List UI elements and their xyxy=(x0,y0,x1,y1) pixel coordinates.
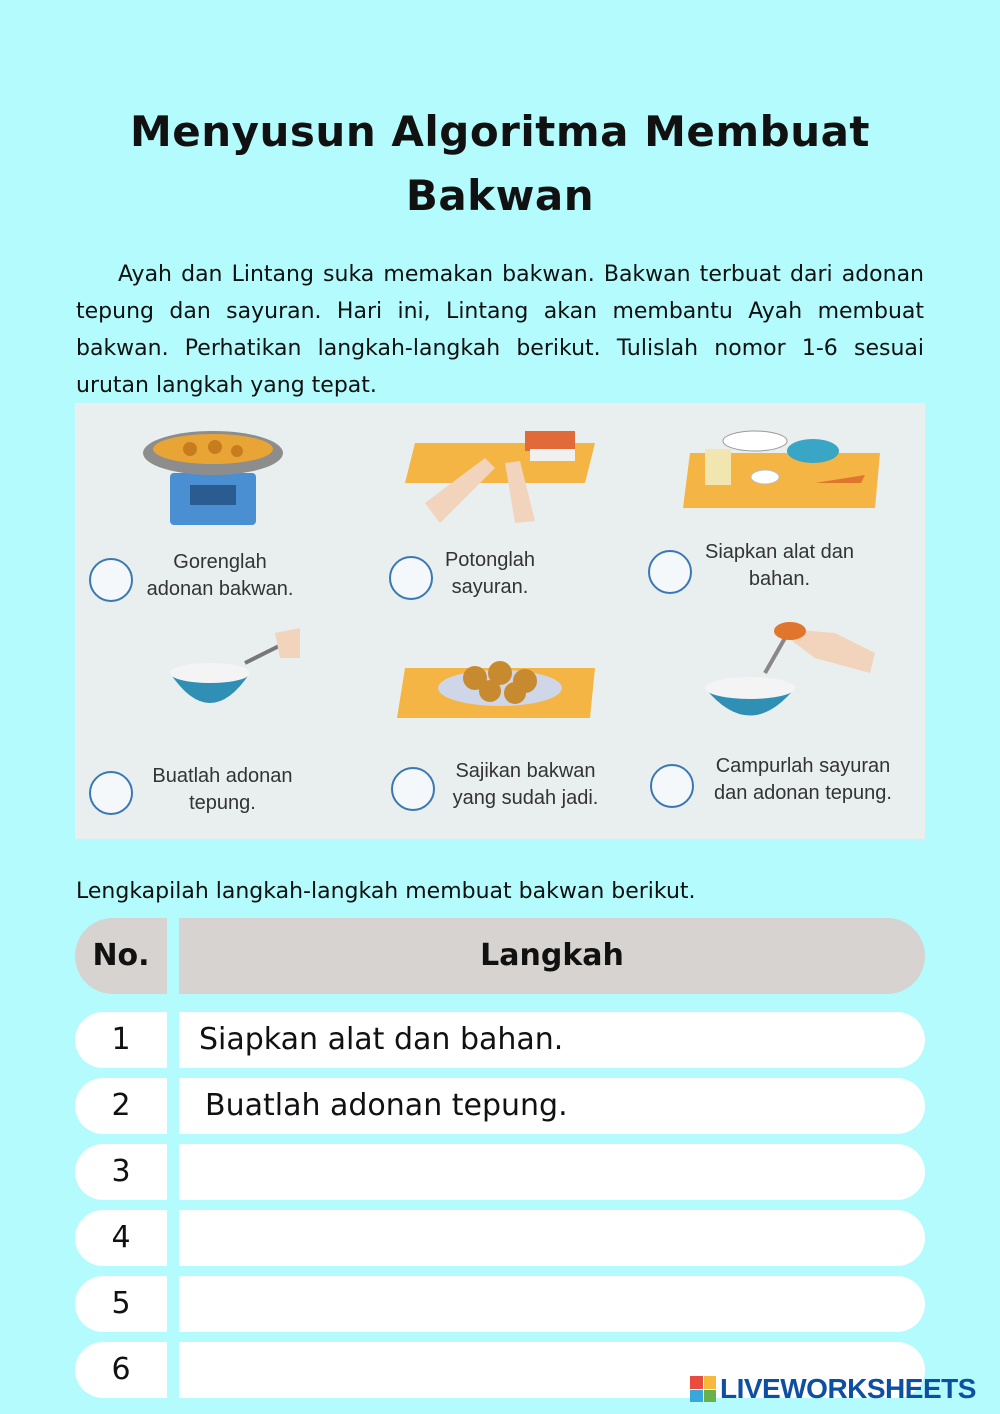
brand-text: LIVEWORKSHEETS xyxy=(720,1373,976,1404)
row-number: 5 xyxy=(75,1276,167,1332)
title-line-1: Menyusun Algoritma Membuat xyxy=(129,107,871,156)
answer-circle-4[interactable] xyxy=(89,771,133,815)
answer-circle-5[interactable] xyxy=(391,767,435,811)
caption-potong: Potonglah sayuran. xyxy=(444,549,536,598)
step-input[interactable]: Buatlah adonan tepung. xyxy=(179,1078,925,1134)
frying-illustration xyxy=(143,431,283,525)
intro-paragraph: Ayah dan Lintang suka memakan bakwan. Bakwan terbuat dari adonan tepung dan sayuran. Hari ini, Lintang akan membantu Ayah membuat bakwan. Perhatikan langkah-langkah berikut. Tulislah nomor 1-6 sesuai urutan langkah yang tepat. xyxy=(76,262,924,398)
caption-siapkan: Siapkan alat dan bahan. xyxy=(704,541,854,590)
step-input[interactable]: Siapkan alat dan bahan. xyxy=(179,1012,925,1068)
header-langkah: Langkah xyxy=(179,918,925,994)
caption-sajikan: Sajikan bakwan yang sudah jadi. xyxy=(452,760,599,809)
worksheet-title xyxy=(0,100,1000,228)
row-number: 6 xyxy=(75,1342,167,1398)
answer-circle-6[interactable] xyxy=(650,764,694,808)
row-number: 1 xyxy=(75,1012,167,1068)
row-number: 3 xyxy=(75,1144,167,1200)
cutting-illustration xyxy=(405,431,595,523)
step-input[interactable] xyxy=(179,1276,925,1332)
answer-circle-3[interactable] xyxy=(648,550,692,594)
batter-illustration xyxy=(170,628,300,703)
caption-goreng: Gorenglah adonan bakwan. xyxy=(146,551,294,600)
table-instruction: Lengkapilah langkah-langkah membuat bakwan berikut. xyxy=(76,879,696,904)
row-number: 2 xyxy=(75,1078,167,1134)
row-number: 4 xyxy=(75,1210,167,1266)
mix-illustration xyxy=(705,622,875,716)
answer-circle-1[interactable] xyxy=(89,558,133,602)
step-input[interactable] xyxy=(179,1144,925,1200)
serve-illustration xyxy=(397,661,595,718)
step-input[interactable] xyxy=(179,1210,925,1266)
title-line-2: Bakwan xyxy=(405,171,595,220)
steps-illustration xyxy=(75,403,925,839)
header-no: No. xyxy=(75,918,167,994)
liveworksheets-brand[interactable] xyxy=(690,1372,976,1406)
caption-campur: Campurlah sayuran dan adonan tepung. xyxy=(714,755,892,804)
liveworksheets-logo-icon xyxy=(690,1376,716,1402)
caption-adonan: Buatlah adonan tepung. xyxy=(152,765,293,814)
ingredients-illustration xyxy=(683,431,880,508)
